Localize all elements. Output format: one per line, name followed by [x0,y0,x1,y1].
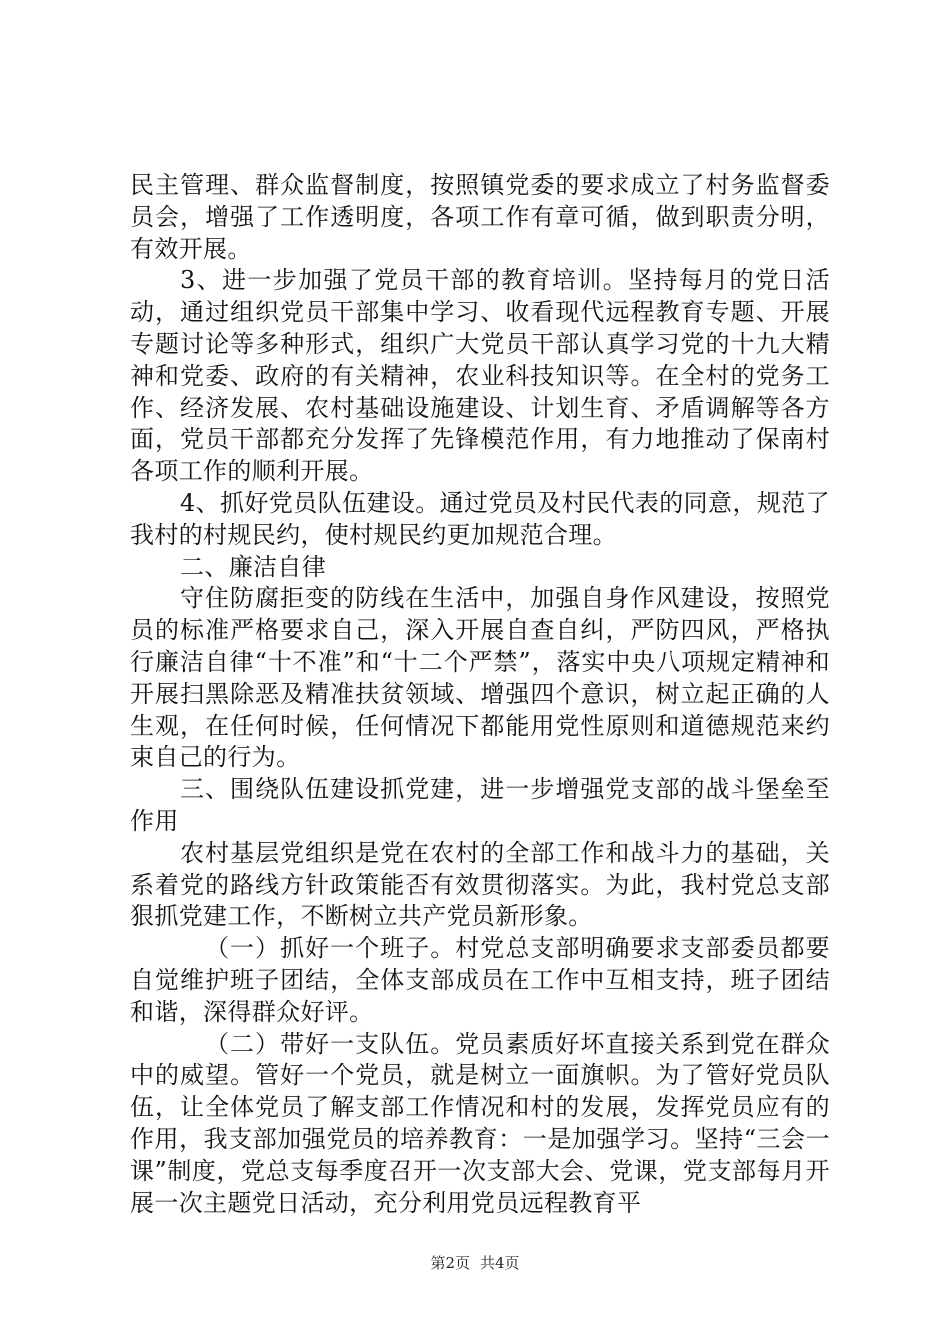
section-heading-3: 三、围绕队伍建设抓党建，进一步增强党支部的战斗堡垒至作用 [130,775,830,835]
section-heading-2: 二、廉洁自律 [180,552,327,581]
paragraph-1: 民主管理、群众监督制度，按照镇党委的要求成立了村务监督委员会，增强了工作透明度，各项工作有章可循，做到职责分明，有效开展。 [130,171,830,263]
paragraph-8: （一）抓好一个班子。村党总支部明确要求支部委员都要自觉维护班子团结，全体支部成员在工作中互相支持，班子团结和谐，深得群众好评。 [130,934,830,1026]
page-total: 共4页 [480,1254,520,1272]
paragraph-7: 农村基层党组织是党在农村的全部工作和战斗力的基础，关系着党的路线方针政策能否有效贯彻落实。为此，我村党总支部狠抓党建工作，不断树立共产党员新形象。 [130,838,830,931]
paragraph-9: （二）带好一支队伍。党员素质好坏直接关系到党在群众中的威望。管好一个党员，就是树立一面旗帜。为了管好党员队伍，让全体党员了解支部工作情况和村的发展，发挥党员应有的作用，我支部加强党员的培养教育：一是加强学习。坚持“三会一课”制度，党总支每季度召开一次支部大会、党课，党支部每月开展一次主题党日活动，充分利用党员远程教育平 [130,1029,830,1217]
document-body [130,170,830,1219]
paragraph-3: 4、抓好党员队伍建设。通过党员及村民代表的同意，规范了我村的村规民约，使村规民约更加规范合理。 [130,488,830,549]
page-footer [0,1253,950,1273]
page-number: 第2页 [430,1254,470,1272]
paragraph-5: 守住防腐拒变的防线在生活中，加强自身作风建设，按照党员的标准严格要求自己，深入开展自查自纠，严防四风，严格执行廉洁自律“十不准”和“十二个严禁”，落实中央八项规定精神和开展扫黑除恶及精准扶贫领域、增强四个意识，树立起正确的人生观，在任何时候，任何情况下都能用党性原则和道德规范来约束自己的行为。 [130,584,830,772]
paragraph-2: 3、进一步加强了党员干部的教育培训。坚持每月的党日活动，通过组织党员干部集中学习、收看现代远程教育专题、开展专题讨论等多种形式，组织广大党员干部认真学习党的十九大精神和党委、政府的有关精神，农业科技知识等。在全村的党务工作、经济发展、农村基础设施建设、计划生育、矛盾调解等各方面，党员干部都充分发挥了先锋模范作用，有力地推动了保南村各项工作的顺利开展。 [130,266,830,486]
